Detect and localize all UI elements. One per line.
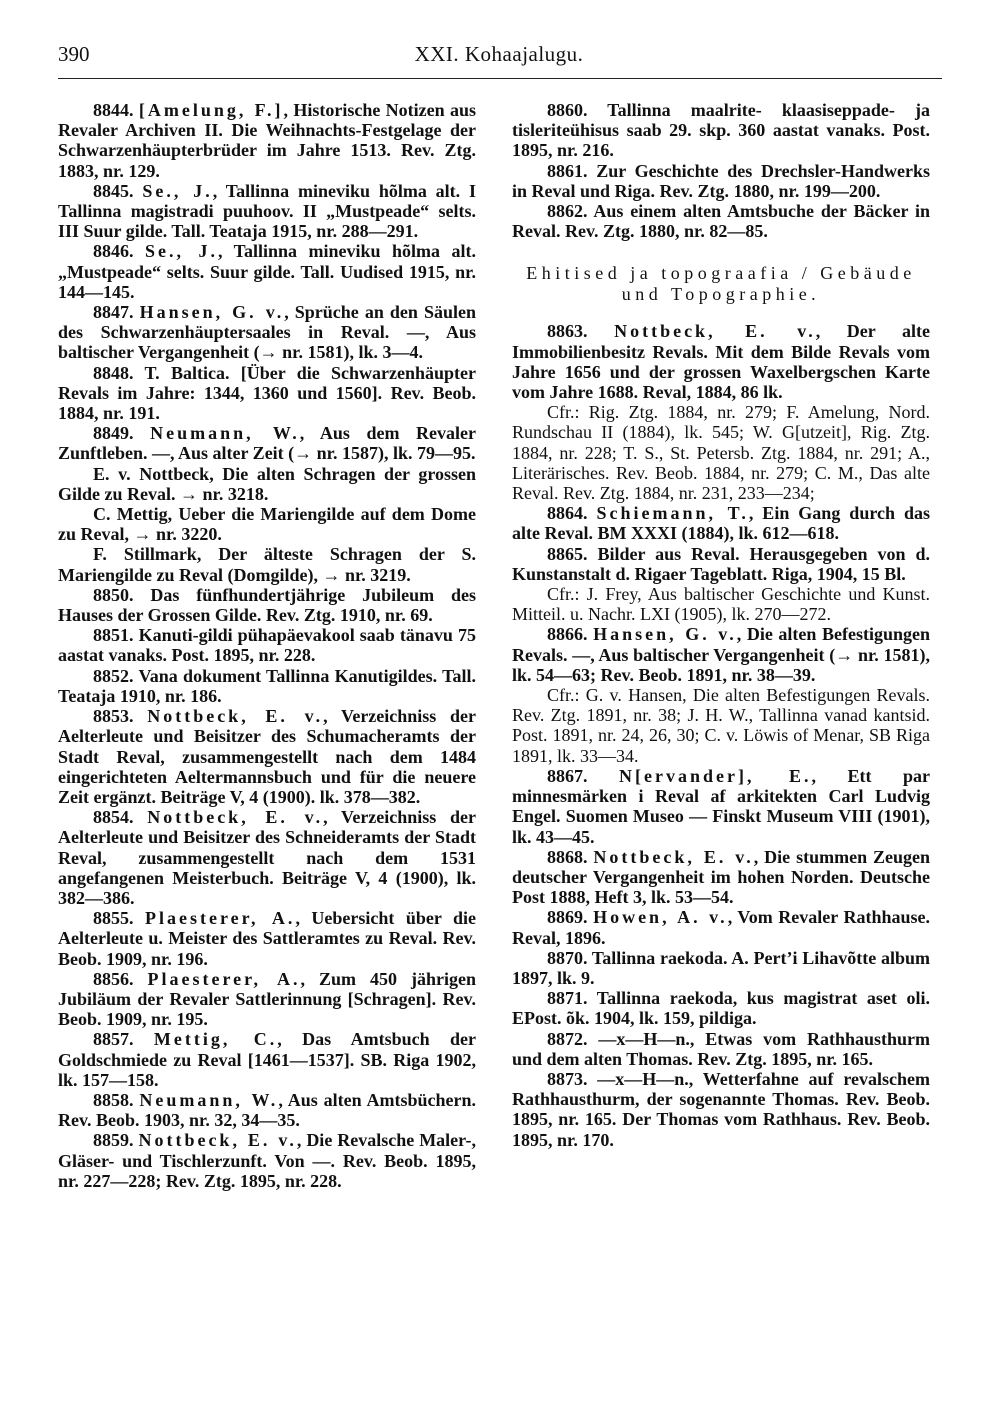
entry-text: , Verzeichniss der Aelterleute und Beisitzer des Schumacheramts der Stadt Reval, zusammengestellt nach dem 1484 eingerichteten Aeltermannsbuch und für die neuere Zeit ergänzt. Beiträge V, 4 (1900). lk. 378—382. — [58, 706, 476, 807]
entry-author: Nottbeck, E. v. — [147, 706, 324, 727]
entry-cfr-note: Cfr.: J. Frey, Aus baltischer Geschichte und Kunst. Mitteil. u. Nachr. LXI (1905), lk. 270—272. — [512, 584, 930, 625]
entry-number: 8850. — [93, 584, 134, 605]
entry-author: Mettig, C. — [153, 1029, 278, 1050]
entry-number: 8853. — [93, 706, 134, 727]
entry-number: 8871. — [547, 988, 588, 1009]
bibliography-entry — [512, 161, 930, 201]
bibliography-entry — [58, 666, 476, 706]
entry-text: , Aus alten Amtsbüchern. Rev. Beob. 1903, nr. 32, 34—35. — [58, 1089, 476, 1131]
right-column-top-entries — [512, 100, 930, 241]
entry-text: Tallinna raekoda, kus magistrat aset oli. EPost. õk. 1904, lk. 159, pildiga. — [512, 988, 930, 1029]
entry-number: 8858. — [93, 1089, 134, 1110]
entry-text: , Historische Notizen aus Revaler Archiven II. Die Weihnachts-Festgelage der Schwarzenhäupterbrüder im Jahre 1513. Rev. Ztg. 1883, nr. 129. — [58, 100, 477, 181]
entry-text: Das fünfhundertjährige Jubileum des Hauses der Grossen Gilde. Rev. Ztg. 1910, nr. 69. — [58, 584, 477, 626]
entry-text: , Ein Gang durch das alte Reval. BM XXXI (1884), lk. 612—618. — [512, 503, 930, 544]
bibliography-entry — [58, 464, 476, 504]
entry-number: 8857. — [93, 1029, 134, 1050]
entry-text: , Die Revalsche Maler-, Gläser- und Tischlerzunft. Von —. Rev. Beob. 1895, nr. 227—228; Rev. Ztg. 1895, nr. 228. — [58, 1130, 476, 1191]
entry-number: 8855. — [93, 908, 134, 929]
entry-author: Nottbeck, E. v. — [147, 807, 324, 828]
bibliography-entry — [58, 241, 476, 302]
running-title: XXI. Kohaajalugu. — [414, 42, 584, 66]
entry-text: , Aus dem Revaler Zunftleben. —, Aus alter Zeit (→ nr. 1587), lk. 79—95. — [58, 423, 476, 464]
section-heading: Ehitised ja topograafia / Gebäude und Topographie. — [526, 263, 916, 305]
bibliography-entry — [58, 585, 476, 625]
entry-author: Neumann, W. — [139, 1089, 279, 1110]
entry-number: 8856. — [93, 968, 134, 989]
entry-number: 8861. — [547, 160, 588, 181]
entry-text: , Die alten Befestigungen Revals. —, Aus baltischer Vergangenheit (→ nr. 1581), lk. 54—63; Rev. Beob. 1891, nr. 38—39. — [512, 624, 931, 685]
bibliography-entry — [58, 423, 476, 463]
entry-number: 8863. — [547, 321, 588, 342]
entry-author: N[ervander], E. — [619, 765, 812, 786]
entry-author: Nottbeck, E. v. — [614, 321, 816, 342]
entry-number: 8872. — [547, 1028, 588, 1049]
entry-author: Howen, A. v. — [593, 907, 728, 928]
bibliography-entry — [58, 544, 476, 584]
entry-author: Plaesterer, A. — [147, 968, 301, 989]
bibliography-entry — [58, 100, 476, 181]
entry-author: Se., J. — [145, 241, 218, 262]
entry-number: 8868. — [547, 846, 588, 867]
entry-text: , Die stummen Zeugen deutscher Vergangenheit im hohen Norden. Deutsche Post 1888, Heft 3, lk. 53—54. — [512, 846, 931, 908]
bibliography-entry — [58, 706, 476, 807]
bibliography-entry — [58, 302, 476, 363]
entry-text: T. Baltica. [Über die Schwarzenhäupter Revals im Jahre: 1344, 1360 und 1560]. Rev. Beob. 1884, nr. 191. — [58, 362, 476, 424]
entry-number: 8870. — [547, 947, 588, 968]
entry-author: Nottbeck, E. v. — [138, 1130, 297, 1151]
entry-text: , Zum 450 jährigen Jubiläum der Revaler Sattlerinnung [Schragen]. Rev. Beob. 1909, nr. 195. — [58, 968, 476, 1030]
bibliography-entry — [512, 544, 930, 584]
entry-text: , Verzeichniss der Aelterleute und Beisitzer des Schneideramts der Stadt Reval, zusammengestellt nach dem 1531 angefangenen Meisterbuch. Beiträge V, 4 (1900), lk. 382—386. — [58, 807, 476, 908]
entry-text: , Sprüche an den Säulen des Schwarzenhäuptersaales in Reval. —, Aus baltischer Vergangenheit (→ nr. 1581), lk. 3—4. — [58, 302, 476, 363]
bibliography-entry — [58, 181, 476, 242]
entry-number: 8852. — [93, 665, 134, 686]
entry-number: 8873. — [547, 1068, 588, 1089]
entry-text: , Ett par minnesmärken i Reval af arkitekten Carl Ludvig Engel. Suomen Museo — Finskt Museum VIII (1901), lk. 43—45. — [512, 765, 931, 847]
right-column — [512, 100, 930, 1150]
entry-text: F. Stillmark, Der älteste Schragen der S. Mariengilde zu Reval (Domgilde), → nr. 3219. — [58, 544, 476, 585]
entry-number: 8860. — [547, 100, 588, 120]
entry-number: 8844. — [93, 100, 134, 120]
entry-number: 8846. — [93, 241, 134, 262]
entry-number: 8851. — [93, 625, 134, 646]
entry-text: —x—H—n., Wetterfahne auf revalschem Rathhausthurm, der sogenannte Thomas. Rev. Beob. 1895, nr. 165. Der Thomas vom Rathhaus. Rev. Beob. 1895, nr. 170. — [512, 1068, 930, 1150]
entry-text: —x—H—n., Etwas vom Rathhausthurm und dem alten Thomas. Rev. Ztg. 1895, nr. 165. — [512, 1028, 931, 1069]
bibliography-entry — [58, 625, 476, 665]
left-column — [58, 100, 476, 1191]
bibliography-entry — [512, 1029, 930, 1069]
bibliography-entry — [512, 624, 930, 685]
entry-number: 8866. — [547, 624, 588, 645]
bibliography-entry — [58, 908, 476, 969]
right-column-bottom-entries — [512, 321, 930, 1149]
entry-number: 8847. — [93, 302, 134, 323]
bibliography-entry — [512, 100, 930, 161]
bibliography-entry — [58, 363, 476, 424]
entry-number: 8854. — [93, 807, 134, 828]
entry-text: Tallinna raekoda. A. Pert’i Lihavõtte album 1897, lk. 9. — [512, 947, 930, 988]
bibliography-entry — [58, 807, 476, 908]
entry-number: 8867. — [547, 765, 588, 786]
bibliography-entry — [512, 766, 930, 847]
entry-author: [Amelung, F.] — [138, 100, 284, 120]
entry-number: 8859. — [93, 1130, 134, 1151]
bibliography-entry — [512, 948, 930, 988]
entry-text: , Uebersicht über die Aelterleute u. Meister des Sattleramtes zu Reval. Rev. Beob. 1909, nr. 196. — [58, 908, 477, 969]
bibliography-entry — [512, 907, 930, 947]
bibliography-entry — [58, 504, 476, 544]
entry-author: Plaesterer, A. — [144, 908, 296, 929]
entry-number: 8848. — [93, 362, 134, 383]
bibliography-entry — [512, 847, 930, 908]
bibliography-entry — [512, 201, 930, 241]
entry-cfr-note: Cfr.: Rig. Ztg. 1884, nr. 279; F. Amelung, Nord. Rundschau II (1884), lk. 545; W. G[utzeit], Rig. Ztg. 1884, nr. 228; T. S., St. Petersb. Ztg. 1884, nr. 291; A., Literärisches. Rev. Beob. 1884, nr. 279; C. M., Das alte Reval. Rev. Ztg. 1884, nr. 231, 233—234; — [512, 402, 930, 504]
entry-cfr-note: Cfr.: G. v. Hansen, Die alten Befestigungen Revals. Rev. Ztg. 1891, nr. 38; J. H. W., Tallinna vanad kantsid. Post. 1891, nr. 24, 26, 30; C. v. Löwis of Menar, SB Riga 1891, lk. 33—34. — [512, 685, 930, 766]
bibliography-entry — [58, 1029, 476, 1090]
page-header — [58, 42, 940, 72]
entry-text: Tallinna maalrite- klaasiseppade- ja tisleriteühisus saab 29. skp. 360 aastat vanaks. Post. 1895, nr. 216. — [512, 100, 930, 161]
entry-text: Kanuti-gildi pühapäevakool saab tänavu 75 aastat vanaks. Post. 1895, nr. 228. — [58, 625, 476, 666]
bibliography-entry — [58, 1130, 476, 1191]
bibliography-entry — [512, 1069, 930, 1150]
entry-text: Zur Geschichte des Drechsler-Handwerks in Reval und Riga. Rev. Ztg. 1880, nr. 199—200. — [512, 160, 930, 201]
page-number: 390 — [58, 42, 90, 66]
entry-text: Bilder aus Reval. Herausgegeben von d. Kunstanstalt d. Rigaer Tageblatt. Riga, 1904, 15 Bl. — [512, 543, 930, 584]
entry-text: , Vom Revaler Rathhause. Reval, 1896. — [512, 907, 931, 948]
entry-number: 8845. — [93, 180, 134, 201]
entry-author: Neumann, W. — [150, 423, 300, 444]
entry-number: 8864. — [547, 503, 588, 524]
entry-text: , Tallinna mineviku hõlma alt. I Tallinna magistradi puuhoov. II „Mustpeade“ selts. III Suur gilde. Tall. Teataja 1915, nr. 288—291. — [58, 180, 477, 242]
bibliography-entry — [58, 969, 476, 1030]
entry-text: , Das Amtsbuch der Goldschmiede zu Reval [1461—1537]. SB. Riga 1902, lk. 157—158. — [58, 1029, 477, 1090]
entry-text: E. v. Nottbeck, Die alten Schragen der grossen Gilde zu Reval. → nr. 3218. — [58, 463, 476, 504]
entry-author: Hansen, G. v. — [593, 624, 737, 645]
bibliography-entry — [512, 988, 930, 1028]
entry-author: Hansen, G. v. — [139, 302, 285, 323]
bibliography-entry — [58, 1090, 476, 1130]
header-rule — [58, 78, 942, 79]
entry-author: Se., J. — [142, 180, 213, 201]
bibliography-entry — [512, 503, 930, 543]
entry-text: Vana dokument Tallinna Kanutigildes. Tall. Teataja 1910, nr. 186. — [58, 665, 476, 706]
entry-text: , Tallinna mineviku hõlma alt. „Mustpeade“ selts. Suur gilde. Tall. Uudised 1915, nr. 144—145. — [58, 241, 477, 302]
bibliography-entry — [512, 321, 930, 402]
entry-number: 8865. — [547, 543, 588, 564]
entry-author: Nottbeck, E. v. — [593, 846, 754, 867]
entry-text: , Der alte Immobilienbesitz Revals. Mit dem Bilde Revals vom Jahre 1656 und der grossen Waxelbergschen Karte vom Jahre 1688. Reval, 1884, 86 lk. — [512, 321, 931, 403]
entry-author: Schiemann, T. — [596, 503, 749, 524]
entry-number: 8869. — [547, 907, 588, 928]
entry-text: C. Mettig, Ueber die Mariengilde auf dem Dome zu Reval, → nr. 3220. — [58, 504, 476, 545]
entry-text: Aus einem alten Amtsbuche der Bäcker in Reval. Rev. Ztg. 1880, nr. 82—85. — [512, 201, 930, 242]
entry-number: 8849. — [93, 423, 134, 444]
entry-number: 8862. — [547, 201, 588, 222]
